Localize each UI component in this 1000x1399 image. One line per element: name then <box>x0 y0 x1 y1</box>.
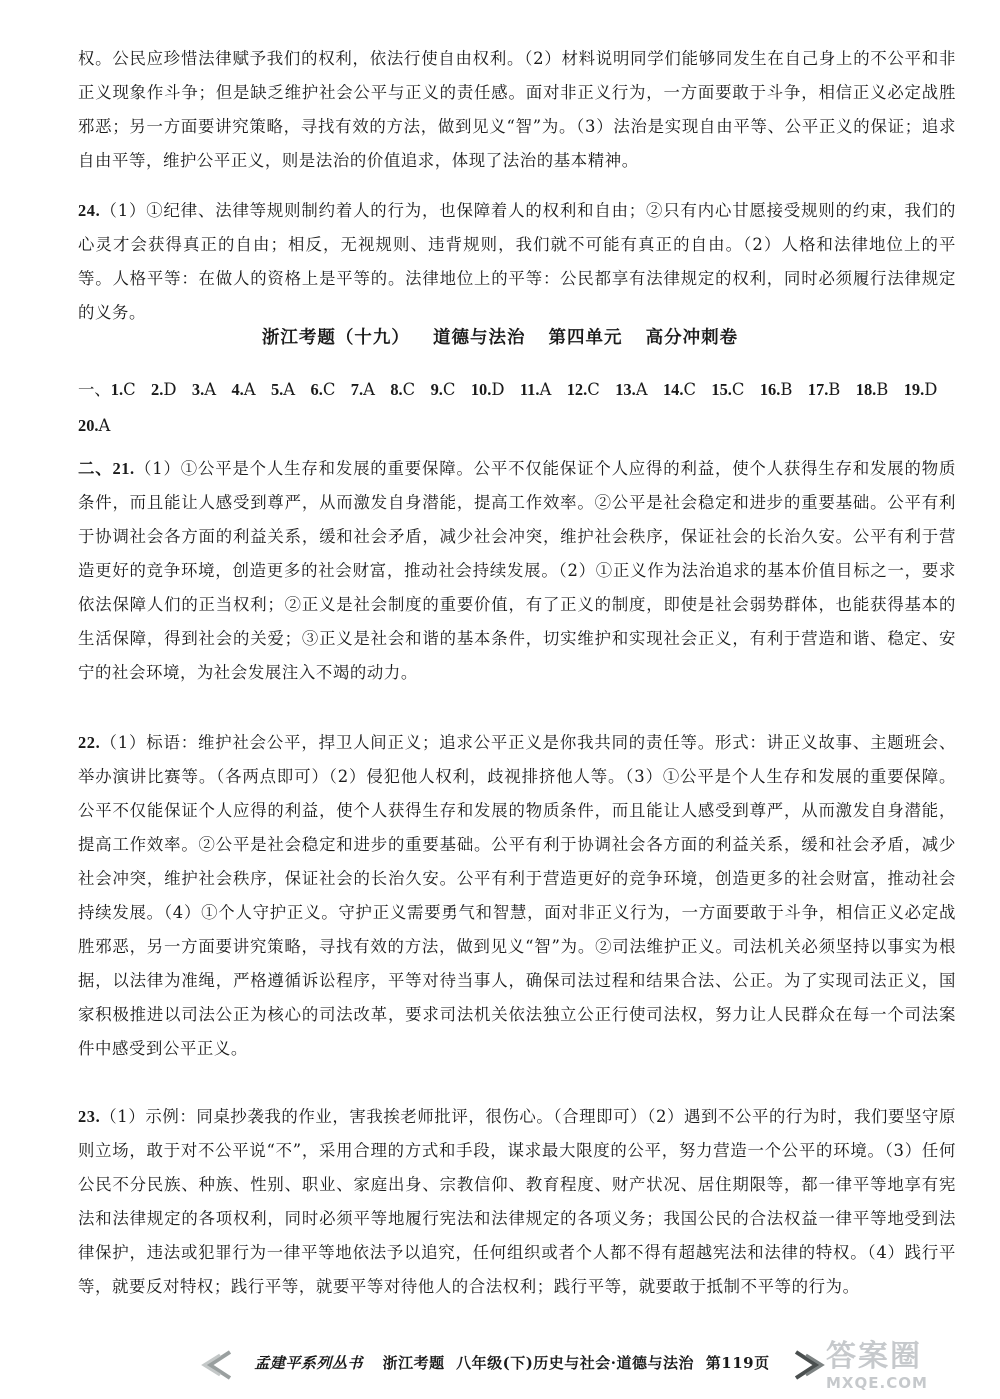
choice-question-number: 4. <box>231 380 244 399</box>
heading-exam-title: 浙江考题（十九） <box>261 328 410 348</box>
choice-answer-letter: A <box>635 380 648 399</box>
footer-page-number: 119 <box>721 1354 755 1372</box>
choice-question-number: 1. <box>110 380 124 399</box>
watermark-url: MXQE.COM <box>826 1374 928 1392</box>
paragraph-text: 权。公民应珍惜法律赋予我们的权利，依法行使自由权利。（2）材料说明同学们能够同发生在自己身上的不公平和非正义现象作斗争；但是缺乏维护社会公平与正义的责任感。面对非正义行为，一方面要敢于斗争，相信正义必定战胜邪恶；另一方面要讲究策略，寻找有效的方法，做到见义“智”为。（3）法治是实现自由平等、公平正义的保证；追求自由平等，维护公平正义，则是法治的价值追求，体现了法治的基本精神。 <box>78 49 956 170</box>
choice-answer-item <box>615 380 647 399</box>
choice-answer-item <box>351 380 375 399</box>
choice-answer-item <box>471 380 505 399</box>
multiple-choice-answers <box>78 372 958 444</box>
question-number: 23. <box>78 1107 101 1126</box>
footer-page-prefix: 第 <box>705 1354 722 1372</box>
choice-question-number: 13. <box>615 380 636 399</box>
choice-answer-letter: B <box>828 380 841 399</box>
choice-answer-letter: C <box>322 380 336 399</box>
choice-answer-letter: A <box>98 416 111 435</box>
choice-answer-letter: B <box>876 380 889 399</box>
choice-answer-item <box>663 380 696 399</box>
choice-question-number: 11. <box>519 380 540 399</box>
choice-answer-item <box>711 380 744 399</box>
answers-prefix: 一、 <box>78 380 111 399</box>
paragraph-text: （1）标语：维护社会公平，捍卫人间正义；追求公平正义是你我共同的责任等。形式：讲正义故事、主题班会、举办演讲比赛等。（各两点即可）（2）侵犯他人权利，歧视排挤他人等。（3）①公平是个人生存和发展的重要保障。公平不仅能保证个人应得的利益，使个人获得生存和发展的物质条件，而且能让人感受到尊严，从而激发自身潜能，提高工作效率。②公平是社会稳定和进步的重要基础。公平有利于协调社会各方面的利益关系，缓和社会矛盾，减少社会冲突，维护社会秩序，保证社会的长治久安。公平有利于营造更好的竞争环境，创造更多的社会财富，推动社会持续发展。（4）①个人守护正义。守护正义需要勇气和智慧，面对非正义行为，一方面要敢于斗争，相信正义必定战胜邪恶，另一方面要讲究策略，寻找有效的方法，做到见义“智”为。②司法维护正义。司法机关必须坚持以事实为根据，以法律为准绳，严格遵循诉讼程序，平等对待当事人，确保司法过程和结果合法、公正。为了实现司法正义，国家积极推进以司法公正为核心的司法改革，要求司法机关依法独立公正行使司法权，努力让人民群众在每一个司法案件中感受到公平正义。 <box>78 733 956 1058</box>
choice-answer-item <box>78 416 110 435</box>
choice-answer-item <box>311 380 336 399</box>
answer-paragraph-21 <box>78 452 956 690</box>
choice-answer-letter: C <box>402 380 416 399</box>
choice-question-number: 18. <box>855 380 877 399</box>
choice-answer-item <box>520 380 551 399</box>
heading-unit: 第四单元 <box>548 328 623 348</box>
choice-answer-letter: C <box>683 380 696 399</box>
choice-answer-item <box>808 380 841 399</box>
answer-list <box>78 380 946 435</box>
choice-answer-letter: A <box>243 380 256 399</box>
footer-series: 孟建平系列丛书 <box>254 1354 363 1372</box>
choice-answer-item <box>856 380 889 399</box>
choice-question-number: 7. <box>350 380 364 399</box>
choice-question-number: 14. <box>662 380 684 399</box>
choice-question-number: 17. <box>807 380 829 399</box>
choice-answer-item <box>760 380 793 399</box>
choice-answer-letter: C <box>587 380 600 399</box>
choice-answer-item <box>390 380 415 399</box>
choice-question-number: 20. <box>78 416 99 435</box>
heading-subject: 道德与法治 <box>432 328 526 348</box>
choice-question-number: 2. <box>151 380 164 399</box>
choice-answer-item <box>151 380 176 399</box>
choice-question-number: 10. <box>470 380 492 399</box>
choice-answer-letter: A <box>539 380 552 399</box>
choice-answer-letter: C <box>731 380 745 399</box>
answer-paragraph-continuation <box>78 42 956 178</box>
choice-answer-item <box>431 380 456 399</box>
paragraph-text: （1）①纪律、法律等规则制约着人的行为，也保障着人的权利和自由；②只有内心甘愿接受规则的约束，我们的心灵才会获得真正的自由；相反，无视规则、违背规则，我们就不可能有真正的自由。（2）人格和法律地位上的平等。人格平等：在做人的资格上是平等的。法律地位上的平等：公民都享有法律规定的权利，同时必须履行法律规定的义务。 <box>78 201 956 322</box>
choice-question-number: 16. <box>759 380 781 399</box>
paragraph-text: （1）示例：同桌抄袭我的作业，害我挨老师批评，很伤心。（合理即可）（2）遇到不公平的行为时，我们要坚守原则立场，敢于对不公平说“不”，采用合理的方式和手段，谋求最大限度的公平，努力营造一个公平的环境。（3）任何公民不分民族、种族、性别、职业、家庭出身、宗教信仰、教育程度、财产状况、居住期限等，都一律平等地享有宪法和法律规定的各项权利，同时必须平等地履行宪法和法律规定的各项义务；我国公民的合法权益一律平等地受到法律保护，违法或犯罪行为一律平等地依法予以追究，任何组织或者个人都不得有超越宪法和法律的特权。（4）践行平等，就要反对特权；践行平等，就要平等对待他人的合法权利；践行平等，就要敢于抵制不平等的行为。 <box>78 1107 956 1296</box>
choice-question-number: 5. <box>270 380 284 399</box>
choice-answer-letter: C <box>123 380 136 399</box>
choice-answer-letter: A <box>283 380 296 399</box>
watermark-logo <box>826 1340 976 1396</box>
footer-page-suffix: 页 <box>754 1354 770 1372</box>
choice-question-number: 12. <box>566 380 588 399</box>
choice-answer-letter: B <box>780 380 793 399</box>
choice-answer-letter: C <box>442 380 456 399</box>
question-number: 22. <box>78 733 101 752</box>
right-chevron-decoration-icon <box>792 1350 826 1380</box>
choice-answer-letter: D <box>163 380 177 399</box>
choice-question-number: 15. <box>711 380 732 399</box>
answer-paragraph-22 <box>78 726 956 1066</box>
footer-book: 浙江考题 <box>382 1354 445 1372</box>
question-number: 24. <box>78 201 101 220</box>
choice-answer-item <box>567 380 600 399</box>
choice-answer-letter: D <box>491 380 505 399</box>
heading-paper-type: 高分冲刺卷 <box>645 328 739 348</box>
question-number: 二、21. <box>78 459 135 478</box>
choice-question-number: 3. <box>191 380 205 399</box>
answer-paragraph-24 <box>78 194 956 330</box>
choice-answer-letter: D <box>924 380 938 399</box>
choice-answer-item <box>111 380 136 399</box>
paragraph-text: （1）①公平是个人生存和发展的重要保障。公平不仅能保证个人应得的利益，使个人获得生存和发展的物质条件，而且能让人感受到尊严，从而激发自身潜能，提高工作效率。②公平是社会稳定和进步的重要基础。公平有利于协调社会各方面的利益关系，缓和社会矛盾，减少社会冲突，维护社会秩序，保证社会的长治久安。公平有利于营造更好的竞争环境，创造更多的社会财富，推动社会持续发展。（2）①正义作为法治追求的基本价值目标之一，要求依法保障人们的正当权利；②正义是社会制度的重要价值，有了正义的制度，即使是社会弱势群体，也能获得基本的生活保障，得到社会的关爱；③正义是社会和谐的基本条件，切实维护和实现社会正义，有利于营造和谐、稳定、安宁的社会环境，为社会发展注入不竭的动力。 <box>78 459 956 682</box>
choice-answer-item <box>271 380 295 399</box>
choice-answer-item <box>192 380 216 399</box>
choice-question-number: 19. <box>903 380 925 399</box>
watermark-main-text: 答案圈 <box>826 1339 922 1374</box>
choice-question-number: 8. <box>390 380 403 399</box>
section-heading <box>0 324 1000 349</box>
choice-answer-item <box>231 380 255 399</box>
footer-info <box>212 1346 812 1380</box>
footer-grade: 八年级(下)历史与社会·道德与法治 <box>456 1354 695 1372</box>
choice-answer-letter: A <box>363 380 375 399</box>
choice-answer-letter: A <box>204 380 217 399</box>
choice-answer-item <box>904 380 938 399</box>
answer-paragraph-23 <box>78 1100 956 1304</box>
choice-question-number: 9. <box>430 380 443 399</box>
choice-question-number: 6. <box>310 380 323 399</box>
